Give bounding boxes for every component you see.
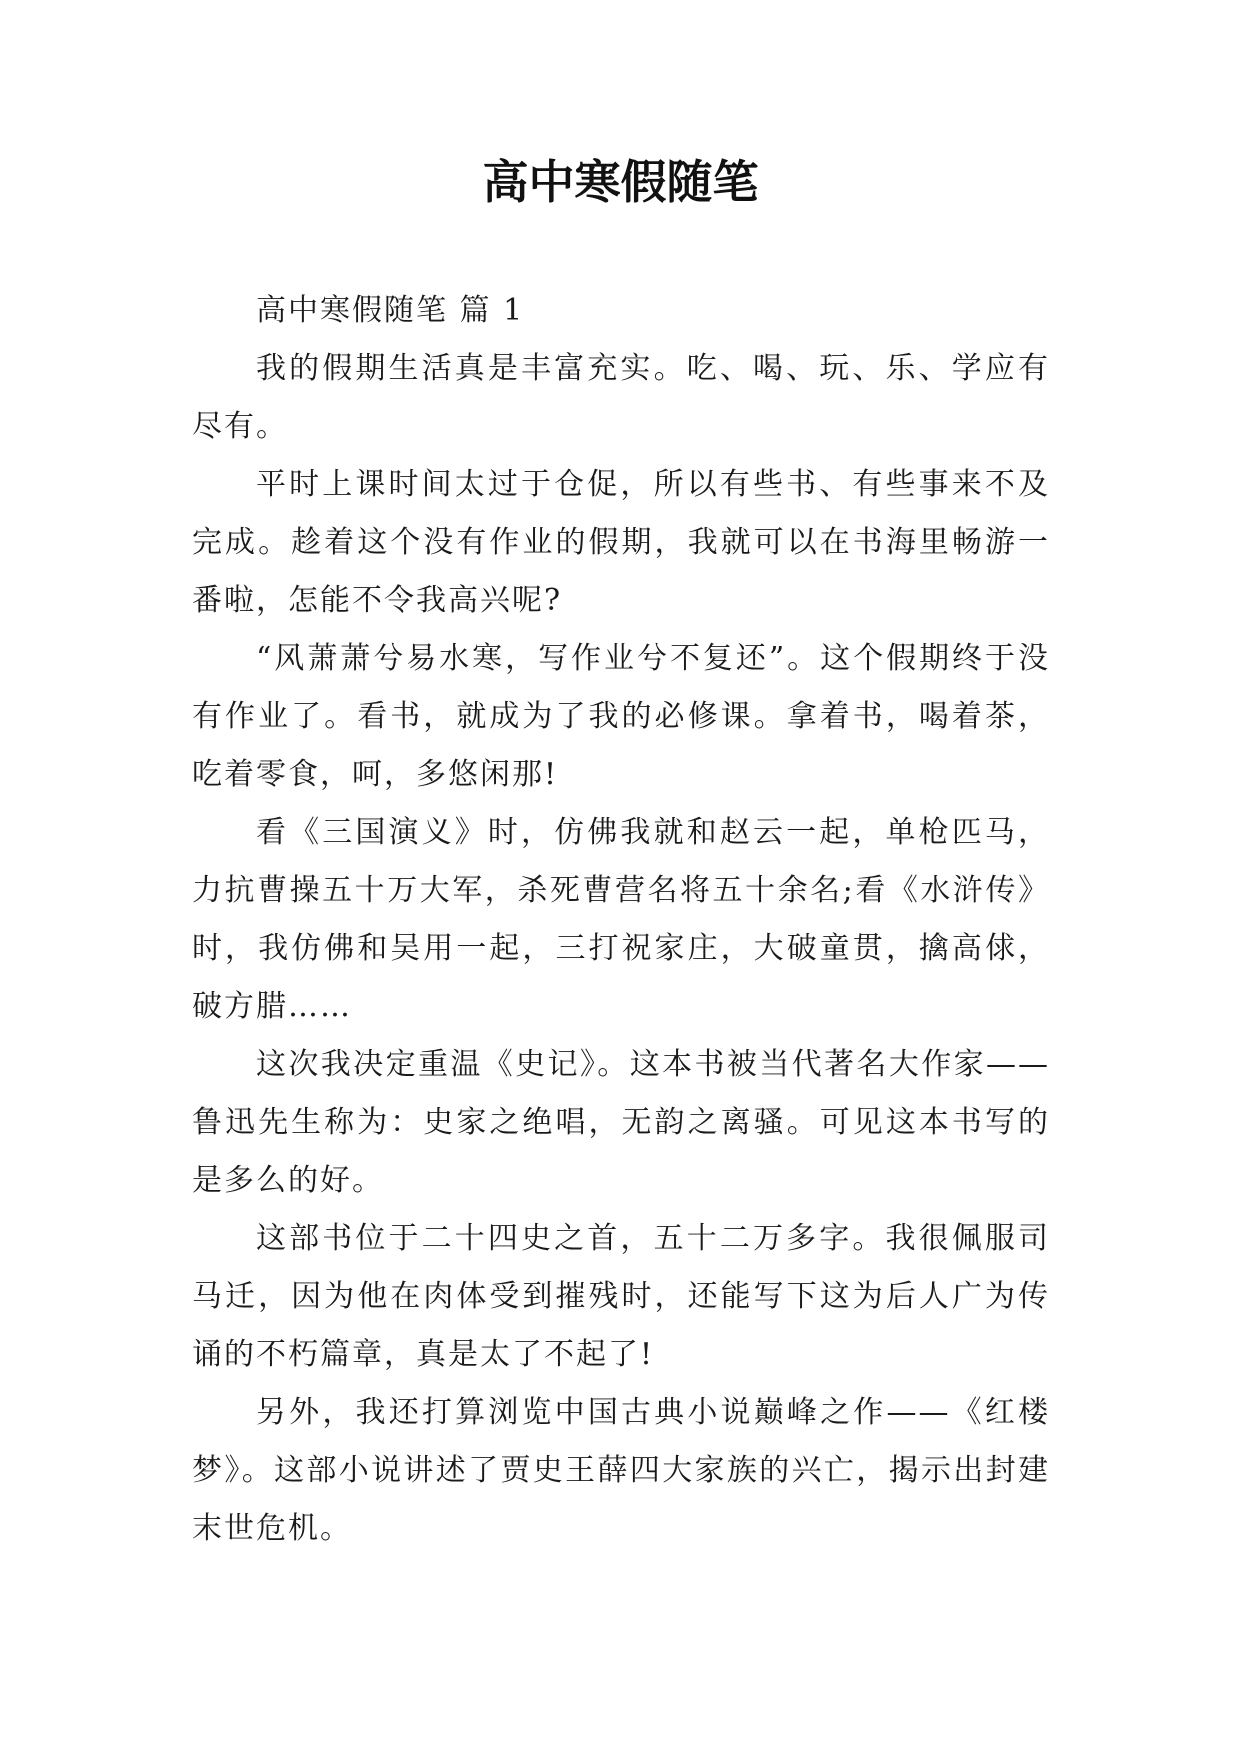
paragraph: 这部书位于二十四史之首，五十二万多字。我很佩服司马迁，因为他在肉体受到摧残时，还能写下这为后人广为传诵的不朽篇章，真是太了不起了! [192,1221,1050,1372]
paragraph: 另外，我还打算浏览中国古典小说巅峰之作——《红楼梦》。这部小说讲述了贾史王薛四大家族的兴亡，揭示出封建末世危机。 [192,1395,1050,1546]
paragraph: 这次我决定重温《史记》。这本书被当代著名大作家——鲁迅先生称为：史家之绝唱，无韵之离骚。可见这本书写的是多么的好。 [192,1047,1050,1198]
paragraph: “风萧萧兮易水寒，写作业兮不复还”。这个假期终于没有作业了。看书，就成为了我的必修课。拿着书，喝着茶，吃着零食，呵，多悠闲那! [192,641,1050,792]
paragraph: 看《三国演义》时，仿佛我就和赵云一起，单枪匹马，力抗曹操五十万大军，杀死曹营名将五十余名;看《水浒传》时，我仿佛和吴用一起，三打祝家庄，大破童贯，擒高俅，破方腊…… [192,815,1050,1024]
paragraph: 平时上课时间太过于仓促，所以有些书、有些事来不及完成。趁着这个没有作业的假期，我就可以在书海里畅游一番啦，怎能不令我高兴呢? [192,467,1050,618]
document-body [192,282,1050,1558]
paragraph: 我的假期生活真是丰富充实。吃、喝、玩、乐、学应有尽有。 [192,351,1050,444]
section-heading: 高中寒假随笔 篇 1 [256,293,525,328]
document-title: 高中寒假随笔 [482,155,759,209]
